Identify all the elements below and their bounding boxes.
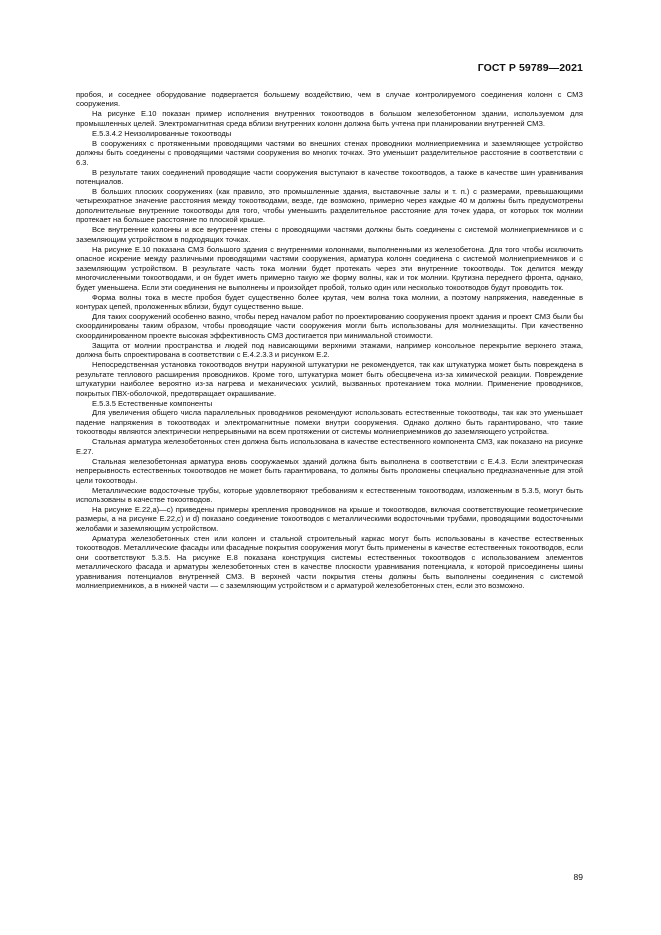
section-heading: Е.5.3.5 Естественные компоненты bbox=[92, 398, 213, 408]
paragraph: На рисунке Е.10 показан пример исполнения внутренних токоотводов в большом железобетонном здании, используемом для промышленных целей. Электромагнитная среда вблизи внутренних колонн должна быть учтена при планировании внутренней СМЗ. bbox=[76, 109, 583, 128]
paragraph: Форма волны тока в месте пробоя будет существенно более крутая, чем волна тока молнии, а поэтому напряжения, наведенные в контурах цепей, проложенных вблизи, будут существенно выше. bbox=[76, 292, 583, 311]
paragraph: На рисунке Е.22,а)—с) приведены примеры крепления проводников на крыше и токоотводов, включая соответствующие геометрические размеры, а на рисунке Е.22,с) и d) показано соединение токоотводов с металлическими водосточными трубами, проводящими водосточными желобами и заземляющим устройством. bbox=[76, 504, 583, 533]
paragraph: В результате таких соединений проводящие части сооружения выступают в качестве токоотводов, а также в качестве шин уравнивания потенциалов. bbox=[76, 167, 583, 187]
paragraph: Арматура железобетонных стен или колонн и стальной строительный каркас могут быть использованы в качестве естественных токоотводов. Металлические фасады или фасадные покрытия сооружения могут быть применены в качестве естественных токоотводов, если они соответствуют 5.3.5. На рисунке Е.8 показана конструкция системы естественных токоотводов с использованием элементов металлического фасада и арматуры железобетонных стен в качестве плоскости уравнивания потенциала, к которой присоединены шины уравнивания потенциалов внутренней СМЗ. В верхней части покрытия стены должны быть выполнены соединения с системой молниеприемников, а в нижней части — с заземляющим устройством и с арматурой железобетонных стен, если это возможно. bbox=[76, 533, 583, 591]
paragraph: Стальная железобетонная арматура вновь сооружаемых зданий должна быть выполнена в соответствии с Е.4.3. Если электрическая непрерывность естественных токоотводов не может быть гарантирована, то должны быть проложены специально предназначенные для этой цели токоотводы. bbox=[76, 456, 583, 485]
paragraph: На рисунке Е.10 показана СМЗ большого здания с внутренними колоннами, выполненными из железобетона. Для того чтобы исключить опасное искрение между различными проводящими частями сооружения, арматура колонн соединена с системой молниеприемников и с заземляющим устройством. В результате часть тока молнии будет протекать через эти внутренние токоотводы. Ток делится между многочисленными токоотводами, и он будет иметь примерно такую же форму волны, как и ток молнии. Крутизна переднего фронта, однако, будет уменьшена. Если эти соединения не выполнены и произойдет пробой, только один или несколько токоотводов будут проводить ток. bbox=[76, 244, 583, 292]
section-heading: Е.5.3.4.2 Неизолированные токоотводы bbox=[92, 128, 232, 138]
paragraph: Металлические водосточные трубы, которые удовлетворяют требованиям к естественным токоотводам, изложенным в 5.3.5, могут быть использованы в качестве токоотводов. bbox=[76, 485, 583, 505]
paragraph: Для таких сооружений особенно важно, чтобы перед началом работ по проектированию сооружения проект здания и проект СМЗ были бы скоординированы таким образом, чтобы проводящие части сооружения могли быть использованы для молниезащиты. При качественно скоординированном проекте высокая эффективность СМЗ достигается при минимальной стоимости. bbox=[76, 311, 583, 340]
paragraph: В сооружениях с протяженными проводящими частями во внешних стенах проводники молниеприемника и заземляющее устройство должны быть соединены с проводящими частями сооружения во многих точках. Это уменьшит разделительное расстояние в соответствии с 6.3. bbox=[76, 138, 583, 167]
paragraph: В больших плоских сооружениях (как правило, это промышленные здания, выставочные залы и т. п.) с размерами, превышающими четырехкратное значение расстояния между токоотводами, везде, где возможно, примерно через каждые 40 м должны быть предусмотрены дополнительные внутренние токоотводы для того, чтобы уменьшить разделительное расстояние для точек удара, от которых ток молнии протекает на большее расстояние по плоской крыше. bbox=[76, 187, 583, 225]
paragraph: Все внутренние колонны и все внутренние стены с проводящими частями должны быть соединены с системой молниеприемников и с заземляющим устройством в подходящих точках. bbox=[76, 225, 583, 244]
paragraph: пробоя, и соседнее оборудование подвергается большему воздействию, чем в случае контролируемого соединения колонн с СМЗ сооружения. bbox=[76, 90, 583, 109]
paragraph: Для увеличения общего числа параллельных проводников рекомендуют использовать естественные токоотводы, так как это уменьшает падение напряжения в токоотводах и электромагнитные помехи внутри сооружения. Однако должно быть гарантировано, что такие токоотводы являются электрически непрерывными на всем протяжении от системы молниеприемников до заземляющего устройства. bbox=[76, 408, 583, 437]
paragraph: Защита от молнии пространства и людей под нависающими верхними этажами, например консольное перекрытие верхнего этажа, должна быть спроектирована в соответствии с Е.4.2.3.3 и рисунком Е.2. bbox=[76, 340, 583, 360]
document-header: ГОСТ Р 59789—2021 bbox=[477, 62, 583, 74]
page-number: 89 bbox=[573, 872, 583, 882]
paragraph: Стальная арматура железобетонных стен должна быть использована в качестве естественного компонента СМЗ, как показано на рисунке Е.27. bbox=[76, 437, 583, 456]
document-body bbox=[76, 90, 583, 591]
paragraph: Непосредственная установка токоотводов внутри наружной штукатурки не рекомендуется, так как штукатурка может быть повреждена в результате теплового расширения проводников. Кроме того, штукатурка может быть обесцвечена из-за химической реакции. Повреждение штукатурки наиболее вероятно из-за нагрева и механических усилий, вызванных протеканием тока молнии. Применение проводников, покрытых ПВХ-оболочкой, предотвращает окрашивание. bbox=[76, 360, 583, 398]
